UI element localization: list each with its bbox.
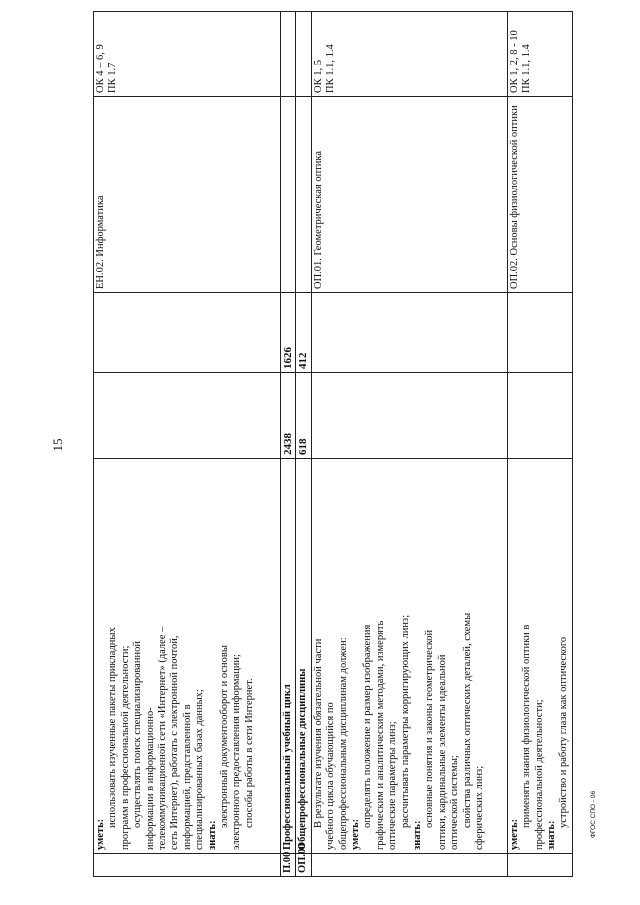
- req-line: использовать изученные пакеты прикладных: [107, 627, 119, 828]
- discipline-cell: ОП.01. Геометрическая оптика: [311, 97, 507, 293]
- req-line: способы работы в сети Интернет.: [243, 678, 255, 828]
- req-line: электронный документооборот и основы: [219, 645, 231, 828]
- req-line: уметь:: [508, 818, 520, 850]
- req-line: информации в информационно-: [144, 707, 156, 850]
- req-line: знать:: [412, 820, 424, 850]
- req-line: профессиональной деятельности;: [533, 699, 545, 850]
- max-load-cell: [94, 373, 281, 459]
- discipline-cell: ЕН.02. Информатика: [94, 97, 281, 293]
- mandatory-load-cell: [507, 293, 572, 373]
- competences-cell: [296, 12, 311, 97]
- req-line: свойства различных оптических деталей, схемы: [461, 612, 473, 828]
- competence-line: ОК 4 – 6, 9: [95, 44, 106, 93]
- code-cell: [311, 854, 507, 877]
- mandatory-load-cell: [311, 293, 507, 373]
- req-line: оптической системы;: [449, 755, 461, 850]
- req-line: телекоммуникационной сети «Интернет» (далее –: [157, 626, 169, 850]
- rotated-page-content: [93, 12, 578, 877]
- req-line: информацией, представленной в: [181, 704, 193, 850]
- curriculum-table: [93, 11, 573, 877]
- competence-line: ОК 1, 5: [312, 60, 324, 93]
- mandatory-load-cell: [94, 293, 281, 373]
- table-row-professional-cycle: [281, 12, 296, 877]
- req-line: общепрофессиональным дисциплинам должен:: [337, 637, 349, 850]
- req-line: специализированных базах данных;: [194, 689, 206, 850]
- max-load-value: 618: [296, 373, 311, 459]
- req-line: В результате изучения обязательной части: [312, 638, 324, 828]
- req-line: уметь:: [95, 818, 106, 850]
- req-line: оптические параметры линз;: [387, 721, 399, 850]
- requirements-cell: [507, 459, 572, 854]
- page-number: 15: [50, 438, 65, 452]
- req-line: электронного предоставления информации;: [231, 654, 243, 850]
- req-line: осуществлять поиск специализированной: [132, 641, 144, 828]
- discipline-cell: [281, 97, 296, 293]
- req-line: оптики, кардинальные элементы идеальной: [436, 654, 448, 850]
- req-line: учебного цикла обучающийся по: [325, 702, 337, 850]
- req-line: знать:: [546, 820, 558, 850]
- req-line: устройство и работу глаза как оптического: [558, 636, 570, 828]
- competences-cell: [281, 12, 296, 97]
- req-line: применять знания физиологической оптики в: [521, 624, 533, 828]
- table-row-physiological-optics: [507, 12, 572, 877]
- code-cell: ОП.00: [296, 854, 311, 877]
- footer-code: ФГОС СПО - 06: [590, 790, 597, 838]
- code-cell: [507, 854, 572, 877]
- req-line: определять положение и размер изображения: [362, 624, 374, 828]
- code-cell: П.00: [281, 854, 296, 877]
- req-line: уметь:: [350, 818, 362, 850]
- competences-cell: [507, 12, 572, 97]
- req-line: знать:: [206, 820, 218, 850]
- section-title: Общепрофессиональные дисциплины: [296, 459, 311, 854]
- req-line: сеть Интернет), работать с электронной почтой,: [169, 635, 181, 850]
- max-load-value: 2438: [281, 373, 296, 459]
- req-line: основные понятия и законы геометрической: [424, 629, 436, 828]
- competences-cell: [94, 12, 281, 97]
- max-load-cell: [507, 373, 572, 459]
- table-row-general-professional: [296, 12, 311, 877]
- code-cell: [94, 854, 281, 877]
- section-title: Профессиональный учебный цикл: [281, 459, 296, 854]
- competence-line: ПК 1.7: [107, 62, 119, 93]
- table-row-geometric-optics: [311, 12, 507, 877]
- req-line: рассчитывать параметры корригирующих линз;: [399, 614, 411, 828]
- discipline-cell: ОП.02. Основы физиологической оптики: [507, 97, 572, 293]
- max-load-cell: [311, 373, 507, 459]
- discipline-cell: [296, 97, 311, 293]
- competence-line: ОК 1, 2, 8 - 10: [508, 30, 520, 93]
- req-line: программ в профессиональной деятельности;: [119, 645, 131, 850]
- competences-cell: [311, 12, 507, 97]
- requirements-cell: [311, 459, 507, 854]
- mandatory-load-value: 412: [296, 293, 311, 373]
- requirements-cell: [94, 459, 281, 854]
- table-row-informatics: [94, 12, 281, 877]
- req-line: графическим и аналитическим методами, измерять: [374, 620, 386, 850]
- competence-line: ПК 1.1, 1.4: [325, 44, 337, 93]
- req-line: сферических линз;: [474, 765, 486, 850]
- competence-line: ПК 1.1, 1.4: [521, 44, 533, 93]
- mandatory-load-value: 1626: [281, 293, 296, 373]
